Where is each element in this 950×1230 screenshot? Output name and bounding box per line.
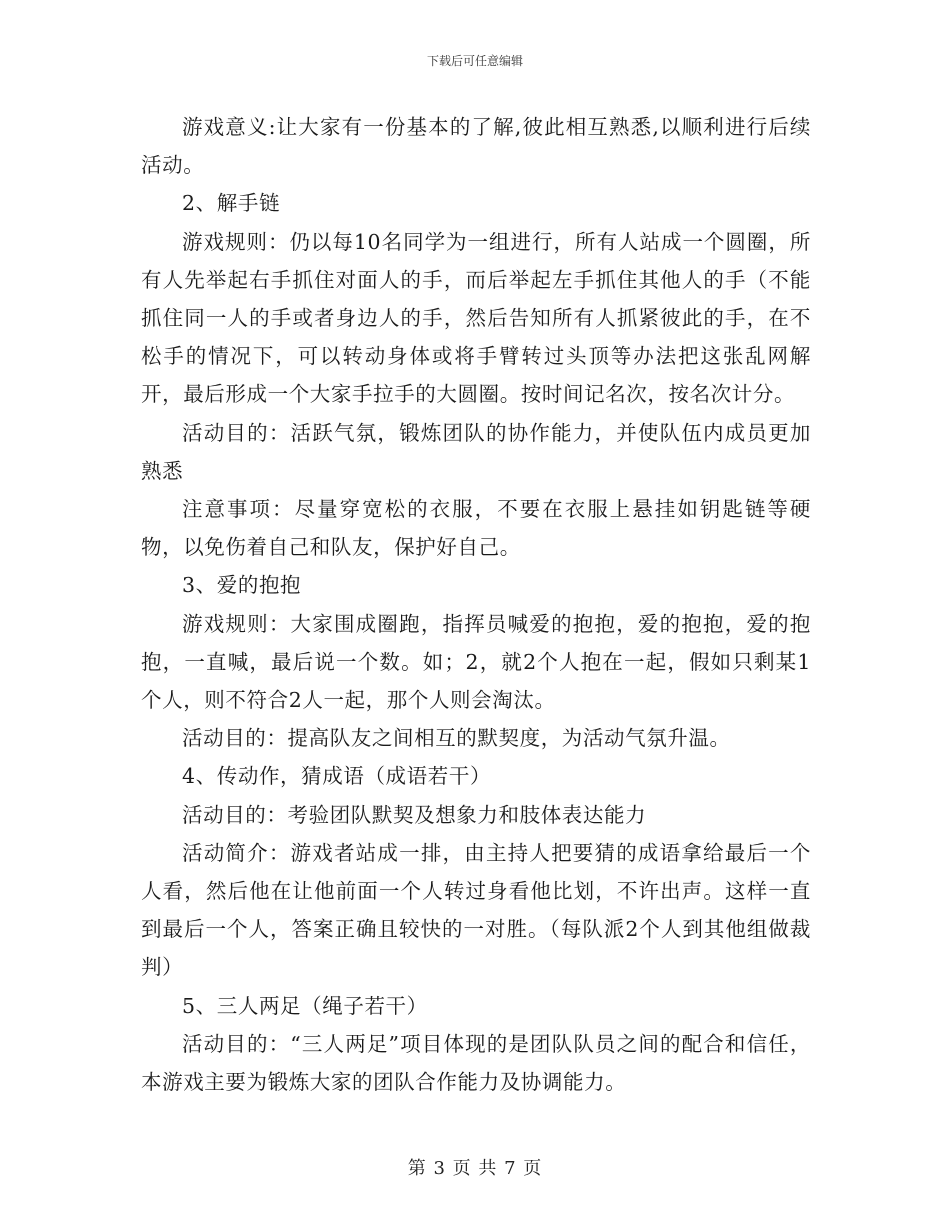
paragraph-charades-intro: 活动简介：游戏者站成一排，由主持人把要猜的成语拿给最后一个人看，然后他在让他前面一个人转过身看他比划，不许出声。这样一直到最后一个人，答案正确且较快的一对胜。（每队派2个人到其他组做裁判） [141, 840, 811, 980]
paragraph-love-hug-purpose: 活动目的：提高队友之间相互的默契度，为活动气氛升温。 [182, 726, 731, 751]
paragraph-charades-purpose: 活动目的：考验团队默契及想象力和肢体表达能力 [182, 802, 647, 827]
paragraph-love-hug-rules: 游戏规则：大家围成圈跑，指挥员喊爱的抱抱，爱的抱抱，爱的抱抱，一直喊，最后说一个数。如；2，就2个人抱在一起，假如只剩某1个人，则不符合2人一起，那个人则会淘汰。 [141, 611, 811, 713]
heading-three-legged: 5、三人两足（绳子若干） [182, 993, 428, 1018]
paragraph-game-meaning: 游戏意义:让大家有一份基本的了解,彼此相互熟悉,以顺利进行后续活动。 [141, 115, 811, 178]
page-header: 下载后可任意编辑 [426, 54, 523, 68]
paragraph-hand-chain-notes: 注意事项：尽量穿宽松的衣服，不要在衣服上悬挂如钥匙链等硬物，以免伤着自己和队友，保护好自己。 [141, 497, 811, 560]
heading-love-hug: 3、爱的抱抱 [182, 573, 302, 598]
heading-charades: 4、传动作，猜成语（成语若干） [182, 764, 492, 789]
paragraph-three-legged-purpose: 活动目的：“三人两足”项目体现的是团队队员之间的配合和信任，本游戏主要为锻炼大家的团队合作能力及协调能力。 [141, 1031, 811, 1095]
paragraph-hand-chain-rules: 游戏规则：仍以每10名同学为一组进行，所有人站成一个圆圈，所有人先举起右手抓住对面人的手，而后举起左手抓住其他人的手（不能抓住同一人的手或者身边人的手，然后告知所有人抓紧彼此的手，在不松手的情况下，可以转动身体或将手臂转过头顶等办法把这张乱网解开，最后形成一个大家手拉手的大圆圈。按时间记名次，按名次计分。 [141, 229, 811, 407]
document-body [141, 108, 811, 1101]
paragraph-hand-chain-purpose: 活动目的：活跃气氛，锻炼团队的协作能力，并使队伍内成员更加熟悉 [141, 420, 811, 483]
heading-hand-chain: 2、解手链 [182, 191, 281, 216]
page-number: 第 3 页 共 7 页 [407, 1158, 543, 1179]
